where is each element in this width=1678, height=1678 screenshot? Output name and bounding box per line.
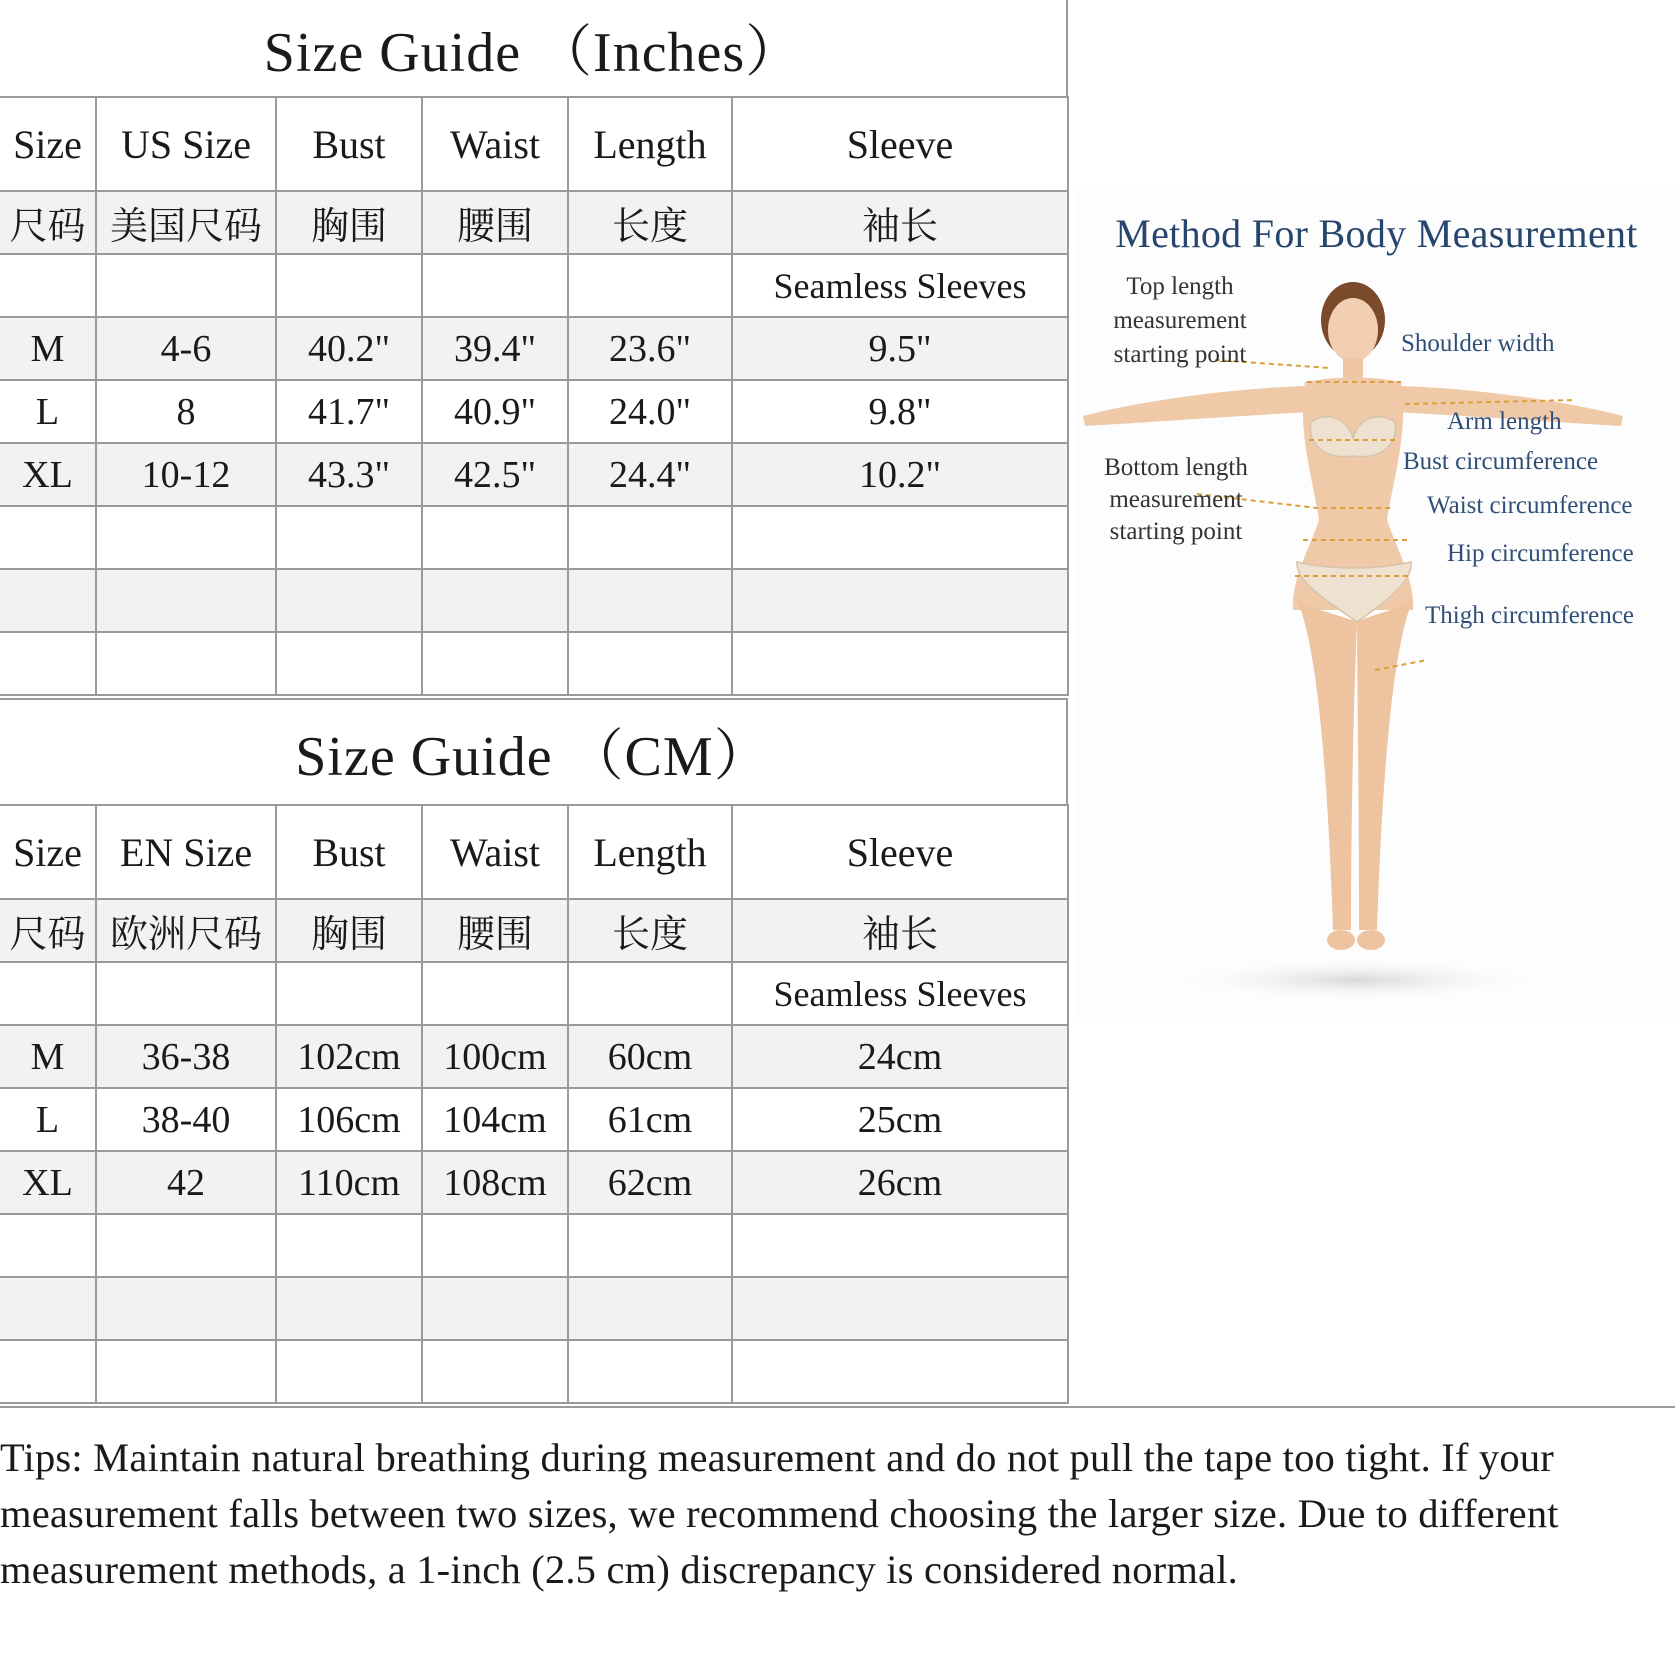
table-header-row-zh bbox=[0, 899, 1068, 962]
table-cell: 39.4" bbox=[422, 317, 568, 380]
empty-row bbox=[0, 632, 1068, 695]
header-cell-zh: 尺码 bbox=[0, 191, 96, 254]
table-row bbox=[0, 443, 1068, 506]
table-header-row bbox=[0, 97, 1068, 191]
table-cell: 42.5" bbox=[422, 443, 568, 506]
header-cell: EN Size bbox=[96, 805, 276, 899]
waist-circumference-label: Waist circumference bbox=[1427, 492, 1633, 519]
header-cell: Size bbox=[0, 97, 96, 191]
header-cell-zh: 胸围 bbox=[276, 191, 422, 254]
cm-size-table bbox=[0, 804, 1069, 1404]
empty-row bbox=[0, 569, 1068, 632]
header-cell: Length bbox=[568, 97, 732, 191]
body-measurement-panel bbox=[1075, 190, 1678, 1020]
header-cell: Bust bbox=[276, 97, 422, 191]
header-cell-zh: 尺码 bbox=[0, 899, 96, 962]
table-cell: M bbox=[0, 1025, 96, 1088]
header-cell-zh: 欧洲尺码 bbox=[96, 899, 276, 962]
sleeve-note-row bbox=[0, 962, 1068, 1025]
shoulder-width-label: Shoulder width bbox=[1401, 330, 1555, 357]
hip-circumference-label: Hip circumference bbox=[1447, 540, 1634, 567]
table-row bbox=[0, 1151, 1068, 1214]
table-cell: 4-6 bbox=[96, 317, 276, 380]
cm-guide-title: Size Guide （CM） bbox=[0, 698, 1068, 804]
table-cell: L bbox=[0, 380, 96, 443]
table-cell: 9.5" bbox=[732, 317, 1068, 380]
header-cell-zh: 胸围 bbox=[276, 899, 422, 962]
sleeve-note: Seamless Sleeves bbox=[732, 962, 1068, 1025]
header-cell-zh: 腰围 bbox=[422, 191, 568, 254]
table-cell: 38-40 bbox=[96, 1088, 276, 1151]
arm-length-label: Arm length bbox=[1447, 408, 1562, 435]
panel-title: Method For Body Measurement bbox=[1115, 211, 1638, 256]
sleeve-note: Seamless Sleeves bbox=[732, 254, 1068, 317]
empty-row bbox=[0, 506, 1068, 569]
header-cell: Sleeve bbox=[732, 805, 1068, 899]
size-guide-inches bbox=[0, 0, 1068, 696]
table-cell: 25cm bbox=[732, 1088, 1068, 1151]
table-row bbox=[0, 1088, 1068, 1151]
table-cell: M bbox=[0, 317, 96, 380]
table-cell: L bbox=[0, 1088, 96, 1151]
header-cell-zh: 腰围 bbox=[422, 899, 568, 962]
bottom-length-label: Bottom length measurement starting point bbox=[1104, 454, 1248, 545]
thigh-circumference-label: Thigh circumference bbox=[1425, 602, 1634, 629]
table-cell: 9.8" bbox=[732, 380, 1068, 443]
header-cell: Bust bbox=[276, 805, 422, 899]
empty-row bbox=[0, 1277, 1068, 1340]
table-cell: 106cm bbox=[276, 1088, 422, 1151]
table-cell: 42 bbox=[96, 1151, 276, 1214]
empty-row bbox=[0, 1340, 1068, 1403]
table-cell: 36-38 bbox=[96, 1025, 276, 1088]
table-cell: 10.2" bbox=[732, 443, 1068, 506]
table-cell: XL bbox=[0, 1151, 96, 1214]
table-cell: 40.2" bbox=[276, 317, 422, 380]
table-cell: 8 bbox=[96, 380, 276, 443]
bust-circumference-label: Bust circumference bbox=[1403, 448, 1599, 475]
header-cell: US Size bbox=[96, 97, 276, 191]
table-header-row-zh bbox=[0, 191, 1068, 254]
table-cell: 60cm bbox=[568, 1025, 732, 1088]
header-cell-zh: 袖长 bbox=[732, 191, 1068, 254]
header-cell: Waist bbox=[422, 805, 568, 899]
sleeve-note-row bbox=[0, 254, 1068, 317]
table-cell: 100cm bbox=[422, 1025, 568, 1088]
table-header-row bbox=[0, 805, 1068, 899]
table-cell: 24.0" bbox=[568, 380, 732, 443]
table-row bbox=[0, 380, 1068, 443]
table-cell: 110cm bbox=[276, 1151, 422, 1214]
header-cell: Size bbox=[0, 805, 96, 899]
table-cell: 108cm bbox=[422, 1151, 568, 1214]
table-cell: 43.3" bbox=[276, 443, 422, 506]
empty-row bbox=[0, 1214, 1068, 1277]
table-cell: 40.9" bbox=[422, 380, 568, 443]
table-cell: 104cm bbox=[422, 1088, 568, 1151]
header-cell: Length bbox=[568, 805, 732, 899]
table-cell: 41.7" bbox=[276, 380, 422, 443]
tips-text: Tips: Maintain natural breathing during measurement and do not pull the tape too tight. If your measurement falls between two sizes, we recommend choosing the larger size. Due to different measurement methods, a 1-inch (2.5 cm) discrepancy is considered normal. bbox=[0, 1406, 1675, 1598]
table-row bbox=[0, 1025, 1068, 1088]
size-guide-cm bbox=[0, 698, 1068, 1404]
header-cell-zh: 美国尺码 bbox=[96, 191, 276, 254]
inches-size-table bbox=[0, 96, 1069, 696]
table-cell: 23.6" bbox=[568, 317, 732, 380]
top-length-label: Top length measurement starting point bbox=[1113, 273, 1247, 368]
table-cell: 24cm bbox=[732, 1025, 1068, 1088]
table-cell: 102cm bbox=[276, 1025, 422, 1088]
table-cell: 10-12 bbox=[96, 443, 276, 506]
header-cell-zh: 长度 bbox=[568, 899, 732, 962]
header-cell-zh: 长度 bbox=[568, 191, 732, 254]
table-cell: 24.4" bbox=[568, 443, 732, 506]
header-cell: Sleeve bbox=[732, 97, 1068, 191]
table-cell: 26cm bbox=[732, 1151, 1068, 1214]
inches-guide-title: Size Guide （Inches） bbox=[0, 0, 1068, 96]
header-cell: Waist bbox=[422, 97, 568, 191]
table-cell: 62cm bbox=[568, 1151, 732, 1214]
header-cell-zh: 袖长 bbox=[732, 899, 1068, 962]
table-row bbox=[0, 317, 1068, 380]
table-cell: 61cm bbox=[568, 1088, 732, 1151]
table-cell: XL bbox=[0, 443, 96, 506]
